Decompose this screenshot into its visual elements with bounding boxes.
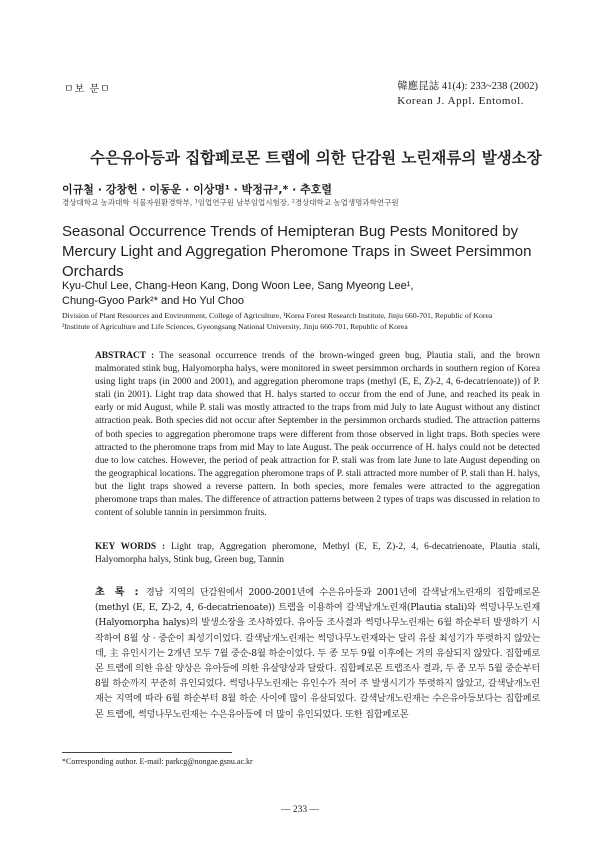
section-label: ㅁ보 문ㅁ	[64, 84, 111, 95]
authors-english	[62, 279, 542, 309]
abstract-label: ABSTRACT :	[95, 351, 155, 361]
journal-en: Korean J. Appl. Entomol.	[397, 95, 525, 107]
footnote-divider	[62, 752, 232, 753]
authors-korean: 이규철 · 강창헌 · 이동운 · 이상명¹ · 박정규²,* · 추호렬	[62, 183, 333, 196]
korean-abstract-text: 경남 지역의 단감원에서 2000-2001년에 수은유아등과 2001년에 갈색날개노린재의 집합페로몬(methyl (E, E, Z)-2, 4, 6-decatrienoate)) 트랩을 이용하여 갈색날개노린재(Plautia stali)와 썩덩나무노린재(Halyomorpha halys)의 발생소장을 조사하였다. 유아등 조사결과 썩덩나무노린재는 6월 하순부터 발생하기 시작하여 8월 상 · 중순이 최성기이었다. 갈색날개노린재는 썩덩나무노린재와는 달리 유살 최성기가 뚜렷하지 않았는데, 主 유인시기는 2개년 모두 7월 중순-8월 하순이었다. 두 종 모두 9월 이후에는 거의 유살되지 않았다. 집합페로몬 트랩에 의한 유살 양상은 유아등에 의한 유살양상과 달랐다. 집합페로몬 트랩조사 결과, 두 종 모두 5월 중순부터 8월 하순까지 꾸준히 유인되었다. 썩덩나무노린재는 유인수가 적어 주 발생시기가 뚜렷하지 않았고, 갈색날개노린재는 지역에 따라 6월 하순부터 8월 하순 사이에 많이 유살되었다. 갈색날개노린재는 수은유아등보다는 집합페로몬 트랩에, 썩덩나무노린재는 수은유아등에 더 많이 유인되었다. 또한 집합페로몬	[95, 587, 540, 720]
journal-ko: 韓應昆誌 41(4): 233~238 (2002)	[397, 81, 538, 92]
keywords	[95, 541, 540, 567]
authors-line-2: Chung-Gyoo Park²* and Ho Yul Choo	[62, 295, 245, 307]
korean-abstract	[95, 585, 540, 722]
abstract	[95, 350, 540, 520]
footnote: *Corresponding author. E-mail: parkcg@nongae.gsnu.ac.kr	[62, 757, 253, 766]
page-number: — 233 —	[281, 805, 319, 815]
affiliation-line-1: Division of Plant Resources and Environment, College of Agriculture, ¹Korea Forest Research Institute, Jinju 660-701, Republic of Korea	[62, 311, 493, 320]
title-korean: 수은유아등과 집합페로몬 트랩에 의한 단감원 노린재류의 발생소장	[90, 149, 542, 167]
title-english: Seasonal Occurrence Trends of Hemipteran Bug Pests Monitored by Mercury Light and Aggregation Pheromone Traps in Sweet Persimmon Orchards	[62, 223, 532, 280]
keywords-text: Light trap, Aggregation pheromone, Methyl (E, E, Z)-2, 4, 6-decatrienoate, Plautia stali, Halyomorpha halys, Stink bug, Green bug, Tannin	[95, 542, 541, 565]
abstract-text: The seasonal occurrence trends of the brown-winged green bug, Plautia stali, and the brown malmorated stink bug, Halyomorpha halys, were monitored in sweet persimmon orchards in southern region of Korea using light traps (in 2000 and 2001), and aggregation pheromone traps (methyl (E, E, Z)-2, 4, 6-decatrienoate)) of P. stali (in 2001). Light trap data showed that H. halys started to occur from the end of June, and reached its peak in early or mid August, while P. stali was mostly attracted to the traps from mid July to late August without any distinct attraction peak. Both species did not occur after September in the persimmon orchards studied. The attraction patterns of both species to aggregation pheromone traps were different from those observed in light traps. Both species were attracted to the pheromone traps from mid May to late August. The peak occurrence of H. halys could not be detected due to low catches. However, the period of peak attraction for P. stali was from late June to late August depending on the geographical locations. The aggregation pheromone traps of P. stali attracted more number of P. stali than H. halys, but the light traps showed a reverse pattern. In both species, more females were attracted to the aggregation pheromone traps than males. The difference of attraction patterns between 2 types of traps was discussed in relation to content of soluble tannin in persimmon fruits.	[95, 351, 540, 519]
keywords-label: KEY WORDS :	[95, 542, 166, 552]
korean-abstract-label: 초 록 :	[95, 587, 141, 598]
affiliation-line-2: ²Institute of Agriculture and Life Sciences, Gyeongsang National University, Jinju 660-701, Republic of Korea	[62, 322, 408, 331]
affiliation-korean: 경상대학교 농과대학 식물자원환경학부, ¹임업연구원 남부임업시험장, ²경상대학교 농업생명과학연구원	[62, 198, 399, 207]
affiliation-english	[62, 310, 552, 332]
journal-citation	[397, 79, 538, 109]
authors-line-1: Kyu-Chul Lee, Chang-Heon Kang, Dong Woon Lee, Sang Myeong Lee¹,	[62, 280, 414, 292]
